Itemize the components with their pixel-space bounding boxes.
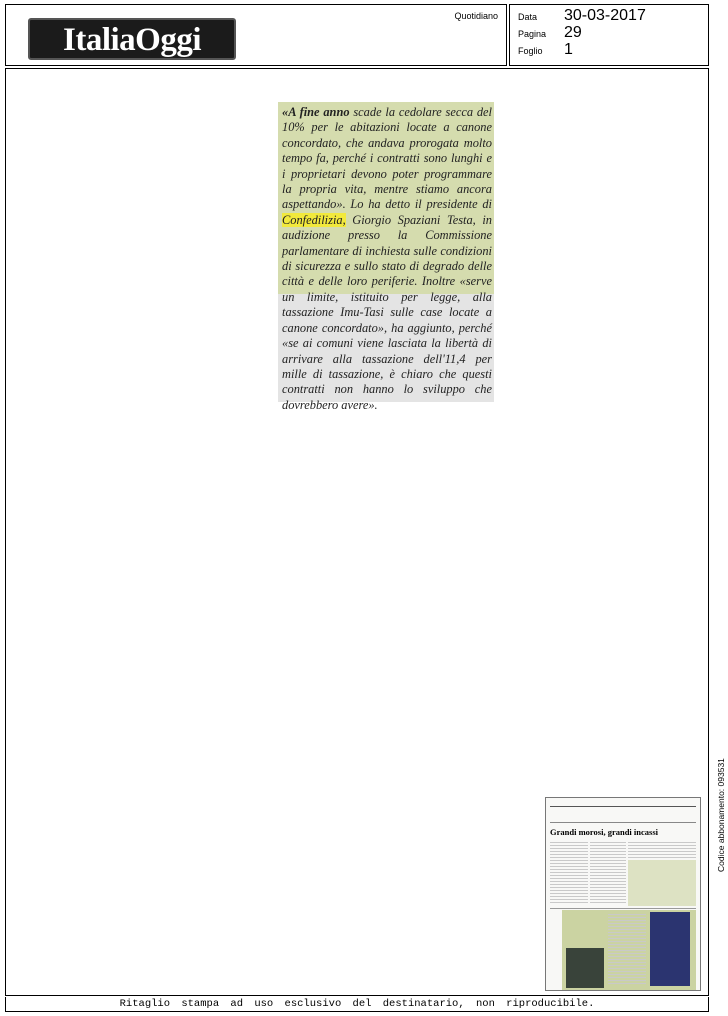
subscription-label: Codice abbonamento: — [716, 788, 726, 872]
article-lead: «A fine anno — [282, 105, 350, 119]
thumb-photo — [566, 948, 604, 988]
thumb-blue-box — [650, 912, 690, 986]
article-text — [282, 105, 492, 413]
metadata-box — [509, 4, 709, 66]
footer-disclaimer — [5, 997, 709, 1012]
meta-label: Pagina — [518, 29, 547, 39]
publication-type: Quotidiano — [454, 11, 498, 21]
italiaoggi-logo — [28, 18, 236, 60]
logo-text: ItaliaOggi — [62, 22, 201, 58]
article-clipping — [278, 102, 494, 412]
article-part2: Giorgio Spaziani Testa, in audizione presso la Commissione parlamentare di inchiesta sulle condizioni di sicurezza e sullo stato di degrado delle città e delle loro periferie. Inoltre «serve un limite, istituito per legge, alla tassazione Imu-Tasi sulle case locate a canone concordato», ha aggiunto, perché «se ai comuni viene lasciata la libertà di arrivare alla tassazione dell'11,4 per mille di tassazione, è chiaro che questi contratti non hanno lo sviluppo che dovrebbero avere». — [282, 212, 492, 412]
meta-label: Data — [518, 12, 538, 22]
meta-label: Foglio — [518, 46, 543, 56]
header-box — [5, 4, 507, 66]
confedilizia-highlight: Confedilizia, — [282, 212, 346, 227]
thumb-rule — [550, 822, 696, 823]
subscription-code-value: 093531 — [716, 758, 726, 787]
thumb-column — [608, 914, 646, 986]
footer-text: Ritaglio stampa ad uso esclusivo del destinatario, non riproducibile. — [119, 998, 595, 1010]
thumb-rule — [550, 806, 696, 807]
thumb-column — [590, 842, 626, 904]
thumb-column — [628, 842, 696, 858]
thumb-column — [550, 842, 588, 904]
subscription-code — [716, 758, 726, 872]
page-thumbnail — [545, 797, 701, 991]
thumb-headline: Grandi morosi, grandi incassi — [550, 828, 658, 837]
meta-value: 30-03-2017 — [564, 7, 646, 24]
thumb-table — [628, 860, 696, 906]
meta-value: 1 — [564, 41, 573, 58]
thumb-rule — [550, 908, 696, 909]
article-part1: scade la cedolare secca del 10% per le abitazioni locate a canone concordato, che andava prorogata molto tempo fa, perché i contratti sono lunghi e i proprietari devono poter programmare la propria vita, mentre stiamo ancora aspettando». Lo ha detto il presidente di — [282, 105, 492, 212]
meta-value: 29 — [564, 24, 582, 41]
